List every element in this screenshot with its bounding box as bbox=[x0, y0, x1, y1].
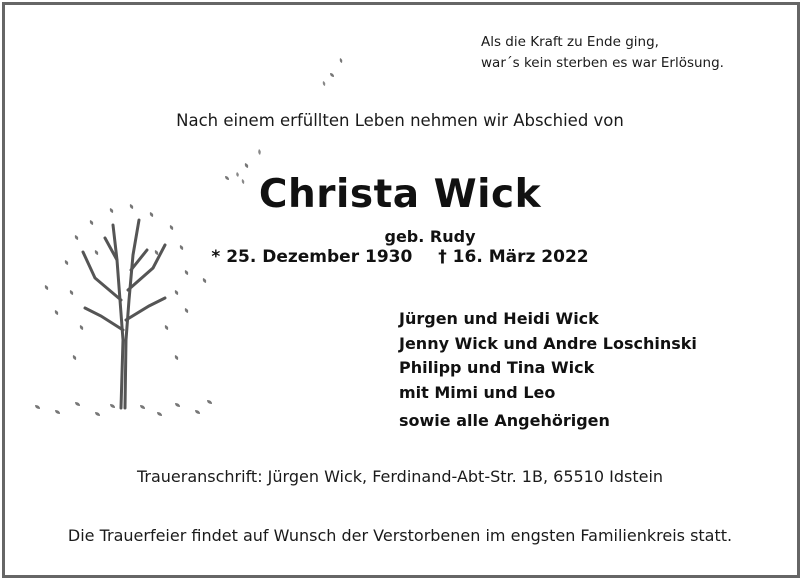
funeral-note: Die Trauerfeier findet auf Wunsch der Verstorbenen im engsten Familienkreis statt. bbox=[67, 526, 733, 545]
mourners-closing: sowie alle Angehörigen bbox=[399, 411, 610, 430]
mourner-entry: mit Mimi und Leo bbox=[399, 382, 556, 402]
mourner-entry: Jenny Wick und Andre Loschinski bbox=[399, 333, 697, 353]
intro-text: Nach einem erfüllten Leben nehmen wir Abschied von bbox=[176, 111, 624, 130]
motto-quote bbox=[481, 32, 724, 74]
motto-line-2: war´s kein sterben es war Erlösung. bbox=[481, 55, 724, 71]
birth-date: * 25. Dezember 1930 bbox=[211, 247, 413, 267]
deceased-name: Christa Wick bbox=[258, 172, 542, 217]
mourner-entry: Philipp und Tina Wick bbox=[399, 358, 595, 377]
maiden-name: geb. Rudy bbox=[384, 227, 476, 246]
mourner-entry: Jürgen und Heidi Wick bbox=[399, 309, 599, 328]
falling-leaves-icon bbox=[318, 55, 348, 90]
motto-line-1: Als die Kraft zu Ende ging, bbox=[481, 34, 659, 50]
tree-icon bbox=[25, 190, 225, 430]
death-date: † 16. März 2022 bbox=[438, 247, 589, 267]
mourners-list bbox=[399, 307, 697, 434]
mourning-address: Traueranschrift: Jürgen Wick, Ferdinand-Abt-Str. 1B, 65510 Idstein bbox=[136, 467, 664, 486]
